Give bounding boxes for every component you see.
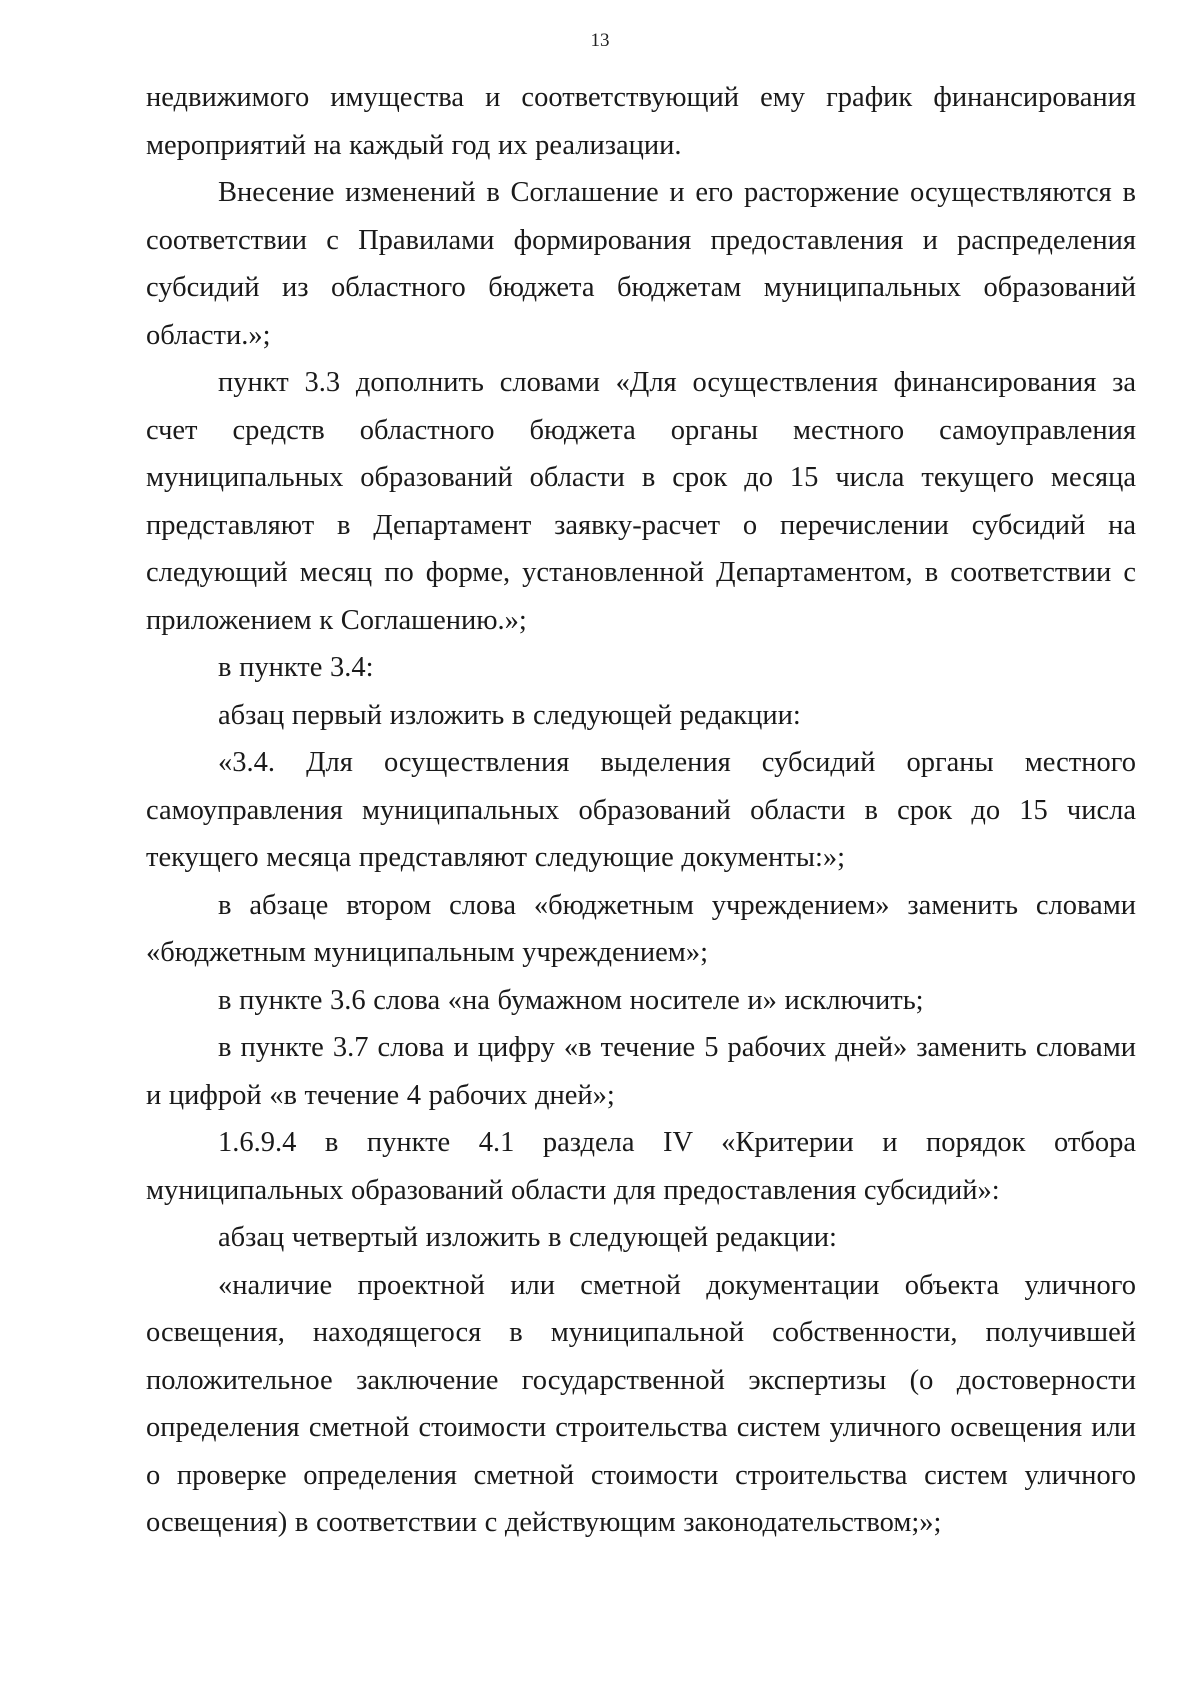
paragraph-9: в пункте 3.7 слова и цифру «в течение 5 рабочих дней» заменить словами и цифрой «в течение 4 рабочих дней»; (146, 1032, 1136, 1111)
paragraph-12: «наличие проектной или сметной документации объекта уличного освещения, находящегося в муниципальной собственности, получившей положительное заключение государственной экспертизы (о достоверности определения сметной стоимости строительства систем уличного освещения или о проверке определения сметной стоимости строительства систем уличного освещения) в соответствии с действующим законодательством;»; (146, 1269, 1136, 1538)
page-number: 13 (590, 30, 610, 51)
paragraph-4: в пункте 3.4: (218, 652, 374, 683)
paragraph-7: в абзаце втором слова «бюджетным учреждением» заменить словами «бюджетным муниципальным учреждением»; (146, 889, 1136, 968)
paragraph-5: абзац первый изложить в следующей редакции: (218, 699, 801, 731)
paragraph-2: Внесение изменений в Соглашение и его расторжение осуществляются в соответствии с Правилами формирования предоставления и распределения субсидий из областного бюджета бюджетам муниципальных образований области.»; (146, 177, 1136, 351)
paragraph-11: абзац четвертый изложить в следующей редакции: (218, 1222, 837, 1253)
paragraph-10: 1.6.9.4 в пункте 4.1 раздела IV «Критерии и порядок отбора муниципальных образований области для предоставления субсидий»: (146, 1127, 1136, 1206)
paragraph-8: в пункте 3.6 слова «на бумажном носителе и» исключить; (218, 984, 924, 1016)
paragraph-6: «3.4. Для осуществления выделения субсидий органы местного самоуправления муниципальных образований области в срок до 15 числа текущего месяца представляют следующие документы:»; (146, 747, 1136, 873)
document-body (146, 74, 1136, 1547)
paragraph-3: пункт 3.3 дополнить словами «Для осуществления финансирования за счет средств областного бюджета органы местного самоуправления муниципальных образований области в срок до 15 числа текущего месяца представляют в Департамент заявку-расчет о перечислении субсидий на следующий месяц по форме, установленной Департаментом, в соответствии с приложением к Соглашению.»; (146, 367, 1136, 636)
paragraph-1: недвижимого имущества и соответствующий ему график финансирования мероприятий на каждый год их реализации. (146, 82, 1136, 161)
